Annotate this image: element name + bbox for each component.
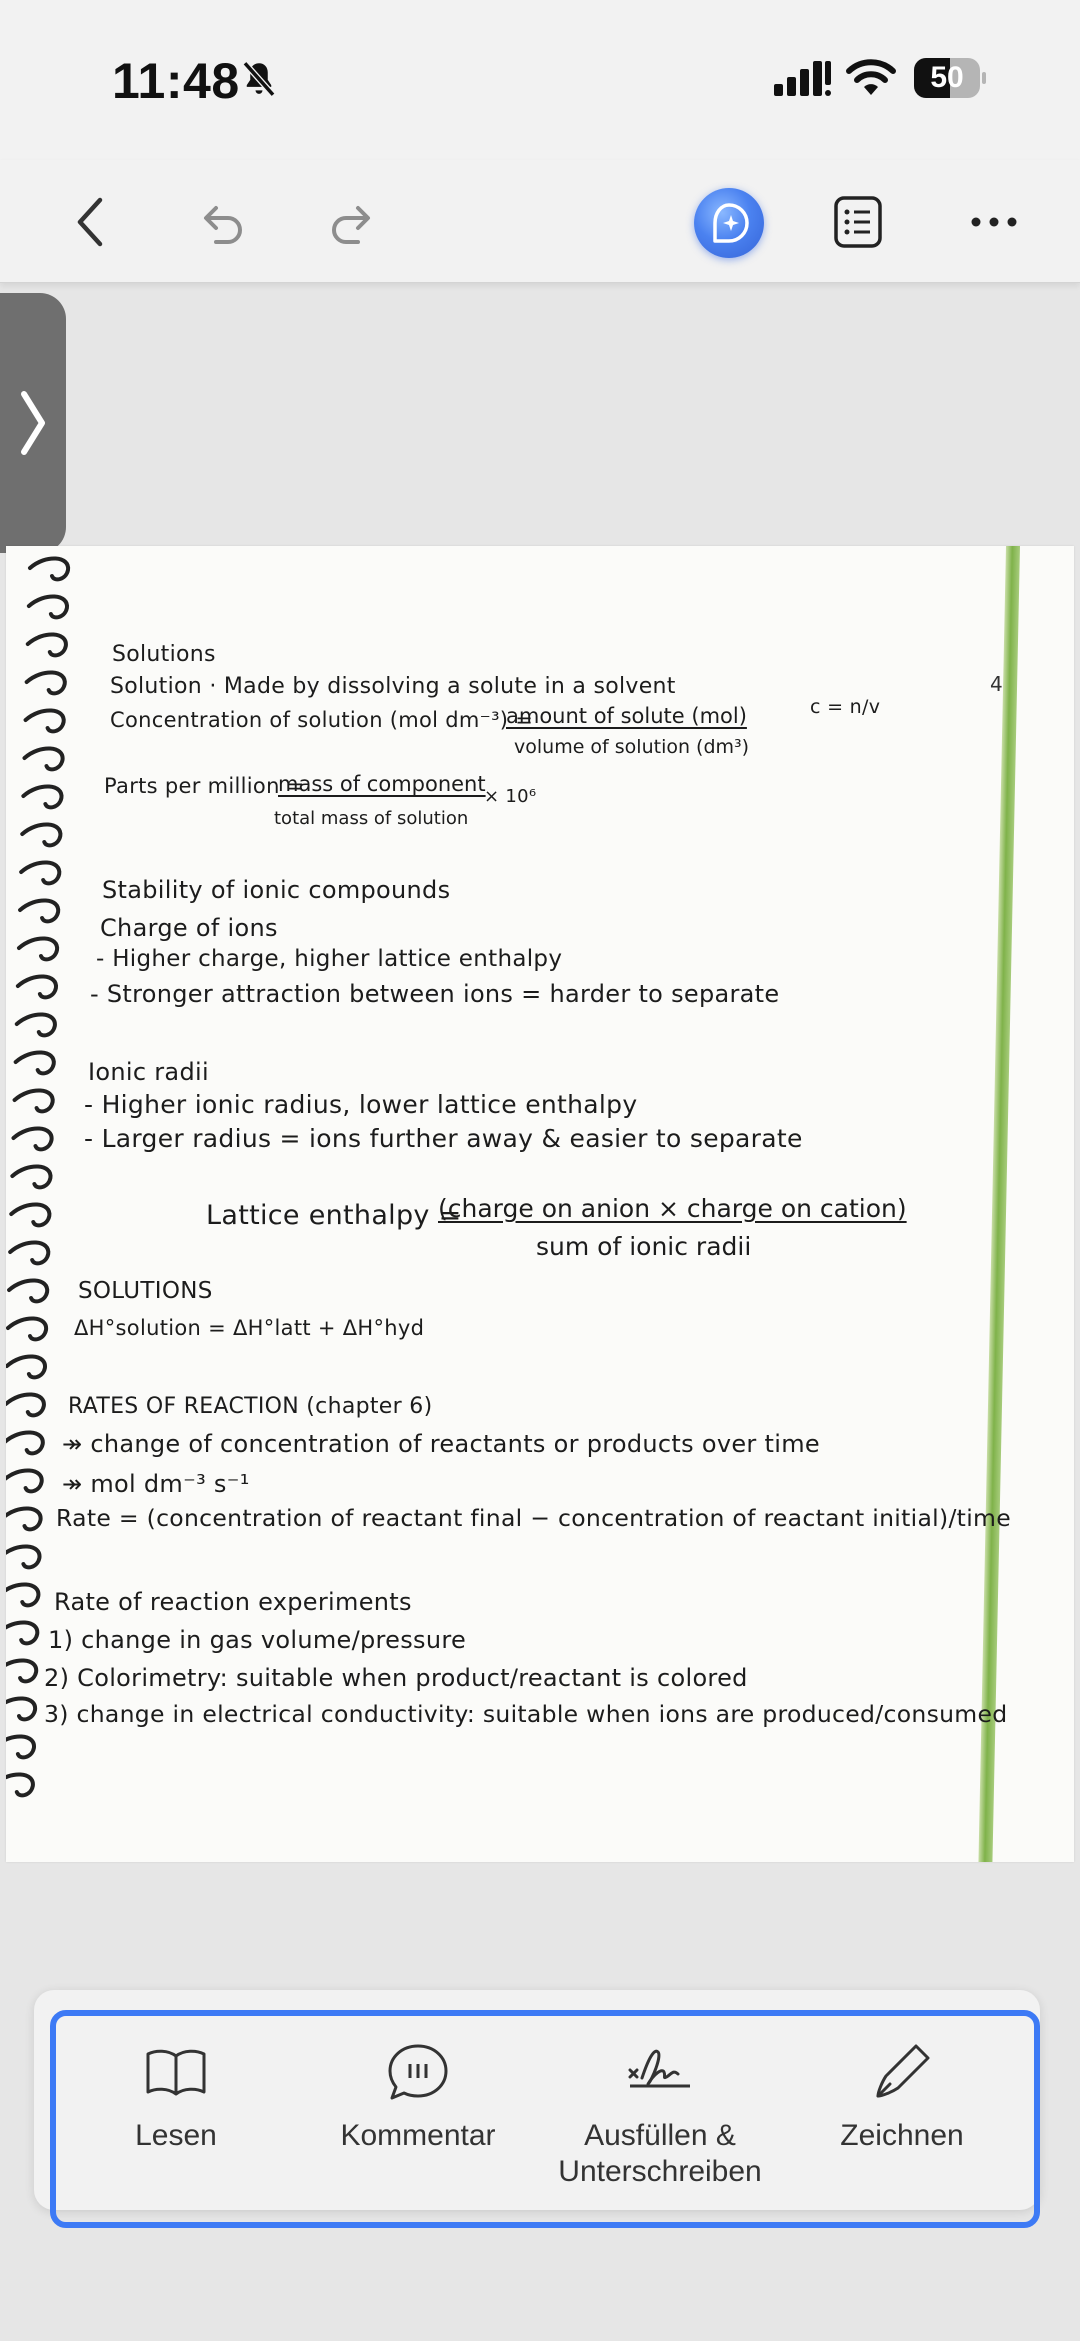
- wifi-icon: [846, 58, 896, 98]
- experiment-2: 2) Colorimetry: suitable when product/reactant is colored: [44, 1664, 748, 1692]
- concentration-shorthand: c = n/v: [810, 696, 881, 718]
- spiral-ring: [6, 1698, 35, 1719]
- undo-icon: [194, 196, 246, 248]
- enthalpy-equation: ΔH°solution = ΔH°latt + ΔH°hyd: [74, 1316, 425, 1340]
- ionic-radii-bullet-2: - Larger radius = ions further away & easier to separate: [84, 1124, 803, 1153]
- rate-equation: Rate = (concentration of reactant final − concentration of reactant initial)/time: [56, 1504, 1011, 1532]
- ionic-radii-heading: Ionic radii: [88, 1058, 209, 1086]
- ppm-numerator: mass of component: [278, 772, 486, 796]
- chevron-right-icon: [18, 388, 48, 458]
- spiral-ring: [18, 976, 56, 997]
- spiral-ring: [30, 558, 68, 579]
- action-comment-label: Kommentar: [340, 2119, 496, 2152]
- spiral-ring: [22, 824, 60, 845]
- concentration-denominator: volume of solution (dm³): [514, 736, 750, 758]
- action-fill-sign-label: Ausfüllen & Unterschreiben: [558, 2119, 762, 2188]
- rates-bullet-2: ↠ mol dm⁻³ s⁻¹: [62, 1470, 250, 1498]
- lattice-enthalpy-label: Lattice enthalpy =: [206, 1200, 462, 1231]
- action-fill-sign[interactable]: [540, 2040, 780, 2190]
- status-time: 11:48: [112, 53, 240, 109]
- ppm-label: Parts per million =: [104, 774, 305, 798]
- pen-icon: [870, 2040, 934, 2104]
- redo-button[interactable]: [322, 190, 386, 254]
- experiment-1: 1) change in gas volume/pressure: [48, 1626, 467, 1654]
- comment-icon: [386, 2040, 450, 2104]
- solution-definition: Solution · Made by dissolving a solute in a solvent: [110, 674, 676, 699]
- more-icon: [969, 212, 1019, 232]
- lattice-enthalpy-numerator: (charge on anion × charge on cation): [438, 1194, 907, 1223]
- redo-icon: [328, 196, 380, 248]
- spiral-ring: [6, 1736, 34, 1757]
- spiral-ring: [16, 1052, 54, 1073]
- action-comment[interactable]: [298, 2040, 538, 2154]
- lattice-enthalpy-denominator: sum of ionic radii: [536, 1232, 752, 1261]
- spiral-ring: [7, 1356, 45, 1377]
- back-button[interactable]: [58, 190, 122, 254]
- battery-level: 50: [930, 61, 964, 94]
- action-draw-label: Zeichnen: [840, 2119, 964, 2152]
- action-read[interactable]: [56, 2040, 296, 2154]
- concentration-numerator: amount of solute (mol): [506, 704, 747, 728]
- back-icon: [70, 194, 110, 250]
- rates-heading: RATES OF REACTION (chapter 6): [68, 1394, 433, 1419]
- spiral-ring: [14, 1128, 52, 1149]
- signature-icon: [628, 2040, 692, 2104]
- ppm-denominator: total mass of solution: [274, 808, 469, 829]
- toolbar: [0, 160, 1080, 283]
- spiral-ring: [12, 1166, 50, 1187]
- concentration-label: Concentration of solution (mol dm⁻³) =: [110, 708, 534, 732]
- spiral-ring: [27, 672, 65, 693]
- rates-bullet-1: ↠ change of concentration of reactants or products over time: [62, 1430, 820, 1458]
- solutions-heading: Solutions: [112, 642, 216, 667]
- spiral-ring: [10, 1242, 48, 1263]
- spiral-ring: [6, 1546, 40, 1567]
- spiral-ring: [20, 900, 58, 921]
- stability-bullet-2: - Stronger attraction between ions = harder to separate: [90, 980, 780, 1008]
- spiral-ring: [6, 1660, 36, 1681]
- spiral-ring: [28, 634, 66, 655]
- solutions-heading-2: SOLUTIONS: [78, 1278, 213, 1304]
- action-read-label: Lesen: [135, 2119, 217, 2152]
- spiral-ring: [9, 1280, 47, 1301]
- spiral-ring: [6, 1622, 37, 1643]
- spiral-ring: [6, 1508, 41, 1529]
- charge-of-ions: Charge of ions: [100, 914, 278, 942]
- signal-icon: [774, 60, 832, 100]
- spiral-ring: [11, 1204, 49, 1225]
- document-page[interactable]: [6, 546, 1074, 1862]
- spiral-ring: [6, 1394, 44, 1415]
- page-number: 4: [990, 672, 1003, 696]
- bell-off-icon: [238, 58, 280, 100]
- spiral-ring: [8, 1318, 46, 1339]
- spiral-ring: [26, 710, 64, 731]
- side-panel-toggle[interactable]: [0, 293, 66, 553]
- outline-button[interactable]: [826, 190, 890, 254]
- spiral-ring: [15, 1090, 53, 1111]
- spiral-ring: [21, 862, 59, 883]
- spiral-ring: [25, 748, 63, 769]
- ai-assistant-button[interactable]: [694, 188, 764, 258]
- spiral-ring: [6, 1470, 42, 1491]
- status-bar: [0, 0, 1080, 160]
- undo-button[interactable]: [188, 190, 252, 254]
- experiment-3: 3) change in electrical conductivity: suitable when ions are produced/consumed: [44, 1700, 1008, 1728]
- ppm-factor: × 10⁶: [484, 786, 537, 807]
- spiral-ring: [23, 786, 61, 807]
- margin-line: [978, 546, 1020, 1862]
- spiral-ring: [6, 1584, 38, 1605]
- outline-icon: [832, 194, 884, 250]
- stability-bullet-1: - Higher charge, higher lattice enthalpy: [96, 946, 563, 972]
- more-button[interactable]: [962, 190, 1026, 254]
- experiments-heading: Rate of reaction experiments: [54, 1588, 412, 1616]
- book-icon: [144, 2040, 208, 2104]
- ionic-radii-bullet-1: - Higher ionic radius, lower lattice enthalpy: [84, 1090, 638, 1119]
- spiral-ring: [6, 1774, 33, 1795]
- action-draw[interactable]: [782, 2040, 1022, 2154]
- spiral-ring: [29, 596, 67, 617]
- spiral-ring: [6, 1432, 43, 1453]
- spiral-ring: [17, 1014, 55, 1035]
- spiral-ring: [19, 938, 57, 959]
- stability-heading: Stability of ionic compounds: [102, 876, 451, 904]
- ai-assistant-icon: [707, 201, 751, 245]
